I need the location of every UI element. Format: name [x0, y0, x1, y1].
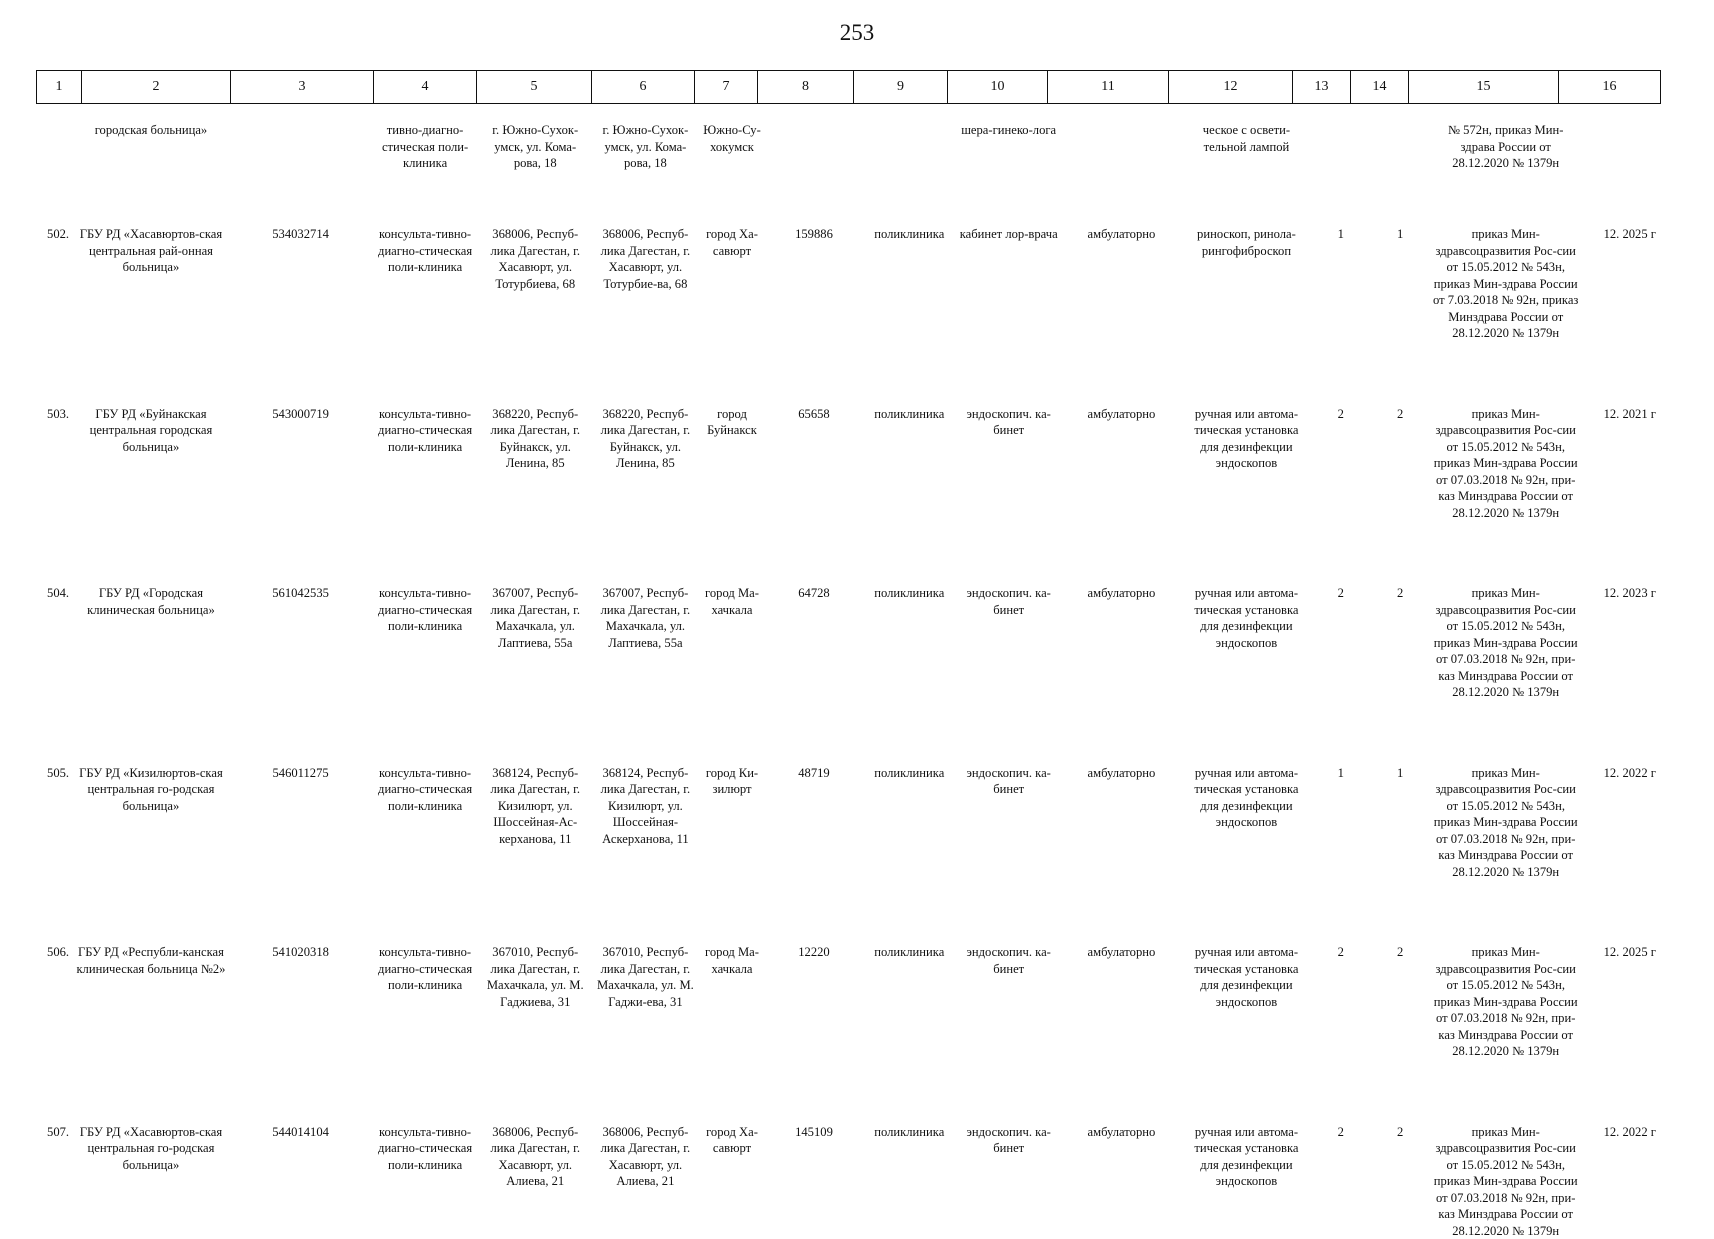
cell-department: поликлиника: [862, 1060, 956, 1239]
cell-department: [862, 122, 956, 178]
cell-equipment: риноскоп, ринола-рингофиброскоп: [1182, 178, 1311, 342]
cell-num: 507.: [28, 1060, 73, 1239]
cell-regulation: приказ Мин-здравсоцразвития Рос-сии от 15.05.2012 № 543н, приказ Мин-здрава России от 07.03.2018 № 92н, при-каз Минздрава России от 28.12.2020 № 1379н: [1430, 521, 1582, 701]
cell-unit: эндоскопич. ка-бинет: [956, 1060, 1061, 1239]
cell-unit: эндоскопич. ка-бинет: [956, 701, 1061, 881]
cell-city: город Ма-хачкала: [698, 521, 766, 701]
cell-address-legal: 368124, Респуб-лика Дагестан, г. Кизилюрт, ул. Шоссейная-Ас-керханова, 11: [478, 701, 593, 881]
table-row-continuation: [28, 122, 1678, 178]
page-number: 253: [0, 20, 1714, 46]
cell-inn: 561042535: [229, 521, 372, 701]
cell-address-legal: 368220, Респуб-лика Дагестан, г. Буйнакск, ул. Ленина, 85: [478, 342, 593, 522]
column-header-8: 8: [758, 71, 854, 104]
cell-type: тивно-диагно-стическая поли-клиника: [372, 122, 478, 178]
cell-unit: шера-гинеко-лога: [956, 122, 1061, 178]
cell-need: 2: [1311, 521, 1370, 701]
cell-address-legal: г. Южно-Сухок-умск, ул. Кома-рова, 18: [478, 122, 593, 178]
cell-equipment: ручная или автома-тическая установка для дезинфекции эндоскопов: [1182, 342, 1311, 522]
cell-regulation: приказ Мин-здравсоцразвития Рос-сии от 15.05.2012 № 543н, приказ Мин-здрава России от 7.03.2018 № 92н, приказ Минздрава России от 28.12.2020 № 1379н: [1430, 178, 1582, 342]
cell-name: ГБУ РД «Буйнакская центральная городская больница»: [73, 342, 229, 522]
cell-need: 2: [1311, 880, 1370, 1060]
cell-qty: 1: [1370, 178, 1429, 342]
cell-qty: 2: [1370, 880, 1429, 1060]
column-header-6: 6: [592, 71, 695, 104]
cell-address-actual: 368220, Респуб-лика Дагестан, г. Буйнакск, ул. Ленина, 85: [593, 342, 699, 522]
cell-population: 159886: [766, 178, 862, 342]
cell-care-form: амбулаторно: [1061, 880, 1182, 1060]
cell-num: 502.: [28, 178, 73, 342]
cell-need: 2: [1311, 342, 1370, 522]
records-table: [28, 122, 1678, 1239]
cell-deadline: 12. 2021 г: [1582, 342, 1678, 522]
cell-population: 12220: [766, 880, 862, 1060]
cell-equipment: ручная или автома-тическая установка для дезинфекции эндоскопов: [1182, 521, 1311, 701]
cell-address-actual: г. Южно-Сухок-умск, ул. Кома-рова, 18: [593, 122, 699, 178]
cell-equipment: ручная или автома-тическая установка для дезинфекции эндоскопов: [1182, 880, 1311, 1060]
cell-name: ГБУ РД «Хасавюртов-ская центральная рай-онная больница»: [73, 178, 229, 342]
cell-city: Южно-Су-хокумск: [698, 122, 766, 178]
table-row: [28, 701, 1678, 881]
cell-deadline: 12. 2023 г: [1582, 521, 1678, 701]
cell-address-actual: 368006, Респуб-лика Дагестан, г. Хасавюрт, ул. Тотурбие-ва, 68: [593, 178, 699, 342]
cell-city: город Ха-савюрт: [698, 1060, 766, 1239]
cell-population: [766, 122, 862, 178]
column-header-12: 12: [1169, 71, 1293, 104]
cell-unit: эндоскопич. ка-бинет: [956, 521, 1061, 701]
table-row: [28, 521, 1678, 701]
column-header-14: 14: [1351, 71, 1409, 104]
cell-inn: 546011275: [229, 701, 372, 881]
cell-inn: 544014104: [229, 1060, 372, 1239]
column-header-11: 11: [1048, 71, 1169, 104]
cell-department: поликлиника: [862, 178, 956, 342]
cell-care-form: амбулаторно: [1061, 178, 1182, 342]
cell-care-form: [1061, 122, 1182, 178]
cell-regulation: приказ Мин-здравсоцразвития Рос-сии от 15.05.2012 № 543н, приказ Мин-здрава России от 07.03.2018 № 92н, при-каз Минздрава России от 28.12.2020 № 1379н: [1430, 1060, 1582, 1239]
cell-need: 2: [1311, 1060, 1370, 1239]
column-header-10: 10: [948, 71, 1048, 104]
cell-type: консульта-тивно-диагно-стическая поли-клиника: [372, 1060, 478, 1239]
cell-population: 65658: [766, 342, 862, 522]
cell-department: поликлиника: [862, 880, 956, 1060]
cell-need: 1: [1311, 178, 1370, 342]
column-header-4: 4: [374, 71, 477, 104]
column-header-7: 7: [695, 71, 758, 104]
column-header-13: 13: [1293, 71, 1351, 104]
cell-name: городская больница»: [73, 122, 229, 178]
cell-unit: кабинет лор-врача: [956, 178, 1061, 342]
cell-equipment: ручная или автома-тическая установка для дезинфекции эндоскопов: [1182, 1060, 1311, 1239]
cell-qty: 2: [1370, 342, 1429, 522]
cell-name: ГБУ РД «Хасавюртов-ская центральная го-родская больница»: [73, 1060, 229, 1239]
cell-qty: 2: [1370, 521, 1429, 701]
cell-address-legal: 367010, Респуб-лика Дагестан, г. Махачкала, ул. М. Гаджиева, 31: [478, 880, 593, 1060]
cell-department: поликлиника: [862, 701, 956, 881]
cell-address-legal: 368006, Респуб-лика Дагестан, г. Хасавюрт, ул. Тотурбиева, 68: [478, 178, 593, 342]
cell-name: ГБУ РД «Кизилюртов-ская центральная го-родская больница»: [73, 701, 229, 881]
cell-city: город Ха-савюрт: [698, 178, 766, 342]
cell-city: город Ки-зилюрт: [698, 701, 766, 881]
table-row: [28, 178, 1678, 342]
cell-care-form: амбулаторно: [1061, 342, 1182, 522]
cell-deadline: [1582, 122, 1678, 178]
table-row: [28, 1060, 1678, 1239]
cell-inn: 543000719: [229, 342, 372, 522]
cell-num: 505.: [28, 701, 73, 881]
cell-address-legal: 367007, Респуб-лика Дагестан, г. Махачкала, ул. Лаптиева, 55а: [478, 521, 593, 701]
column-header-2: 2: [82, 71, 231, 104]
cell-qty: 2: [1370, 1060, 1429, 1239]
cell-care-form: амбулаторно: [1061, 701, 1182, 881]
column-header-9: 9: [854, 71, 948, 104]
cell-city: город Буйнакск: [698, 342, 766, 522]
cell-unit: эндоскопич. ка-бинет: [956, 342, 1061, 522]
column-header-row: [36, 70, 1661, 104]
cell-care-form: амбулаторно: [1061, 521, 1182, 701]
cell-population: 145109: [766, 1060, 862, 1239]
cell-regulation: приказ Мин-здравсоцразвития Рос-сии от 15.05.2012 № 543н, приказ Мин-здрава России от 07.03.2018 № 92н, при-каз Минздрава России от 28.12.2020 № 1379н: [1430, 342, 1582, 522]
cell-qty: [1370, 122, 1429, 178]
cell-deadline: 12. 2025 г: [1582, 178, 1678, 342]
cell-qty: 1: [1370, 701, 1429, 881]
cell-address-actual: 367010, Респуб-лика Дагестан, г. Махачкала, ул. М. Гаджи-ева, 31: [593, 880, 699, 1060]
cell-deadline: 12. 2025 г: [1582, 880, 1678, 1060]
column-header-16: 16: [1559, 71, 1661, 104]
cell-deadline: 12. 2022 г: [1582, 701, 1678, 881]
cell-num: [28, 122, 73, 178]
column-header-5: 5: [477, 71, 592, 104]
cell-name: ГБУ РД «Республи-канская клиническая больница №2»: [73, 880, 229, 1060]
cell-address-actual: 367007, Респуб-лика Дагестан, г. Махачкала, ул. Лаптиева, 55а: [593, 521, 699, 701]
table-row: [28, 342, 1678, 522]
cell-need: [1311, 122, 1370, 178]
column-header-1: 1: [37, 71, 82, 104]
cell-inn: 534032714: [229, 178, 372, 342]
cell-population: 48719: [766, 701, 862, 881]
cell-regulation: приказ Мин-здравсоцразвития Рос-сии от 15.05.2012 № 543н, приказ Мин-здрава России от 07.03.2018 № 92н, при-каз Минздрава России от 28.12.2020 № 1379н: [1430, 880, 1582, 1060]
cell-unit: эндоскопич. ка-бинет: [956, 880, 1061, 1060]
cell-type: консульта-тивно-диагно-стическая поли-клиника: [372, 880, 478, 1060]
cell-equipment: ручная или автома-тическая установка для дезинфекции эндоскопов: [1182, 701, 1311, 881]
cell-inn: [229, 122, 372, 178]
cell-equipment: ческое с освети-тельной лампой: [1182, 122, 1311, 178]
cell-type: консульта-тивно-диагно-стическая поли-клиника: [372, 521, 478, 701]
cell-name: ГБУ РД «Городская клиническая больница»: [73, 521, 229, 701]
cell-address-actual: 368124, Респуб-лика Дагестан, г. Кизилюрт, ул. Шоссейная-Аскерханова, 11: [593, 701, 699, 881]
cell-need: 1: [1311, 701, 1370, 881]
table-row: [28, 880, 1678, 1060]
cell-department: поликлиника: [862, 521, 956, 701]
cell-num: 503.: [28, 342, 73, 522]
cell-population: 64728: [766, 521, 862, 701]
cell-type: консульта-тивно-диагно-стическая поли-клиника: [372, 342, 478, 522]
column-header-15: 15: [1409, 71, 1559, 104]
cell-num: 506.: [28, 880, 73, 1060]
cell-inn: 541020318: [229, 880, 372, 1060]
cell-deadline: 12. 2022 г: [1582, 1060, 1678, 1239]
cell-num: 504.: [28, 521, 73, 701]
cell-care-form: амбулаторно: [1061, 1060, 1182, 1239]
cell-type: консульта-тивно-диагно-стическая поли-клиника: [372, 178, 478, 342]
cell-address-actual: 368006, Респуб-лика Дагестан, г. Хасавюрт, ул. Алиева, 21: [593, 1060, 699, 1239]
cell-type: консульта-тивно-диагно-стическая поли-клиника: [372, 701, 478, 881]
cell-regulation: № 572н, приказ Мин-здрава России от 28.12.2020 № 1379н: [1430, 122, 1582, 178]
column-header-3: 3: [231, 71, 374, 104]
cell-address-legal: 368006, Респуб-лика Дагестан, г. Хасавюрт, ул. Алиева, 21: [478, 1060, 593, 1239]
cell-regulation: приказ Мин-здравсоцразвития Рос-сии от 15.05.2012 № 543н, приказ Мин-здрава России от 07.03.2018 № 92н, при-каз Минздрава России от 28.12.2020 № 1379н: [1430, 701, 1582, 881]
cell-department: поликлиника: [862, 342, 956, 522]
cell-city: город Ма-хачкала: [698, 880, 766, 1060]
